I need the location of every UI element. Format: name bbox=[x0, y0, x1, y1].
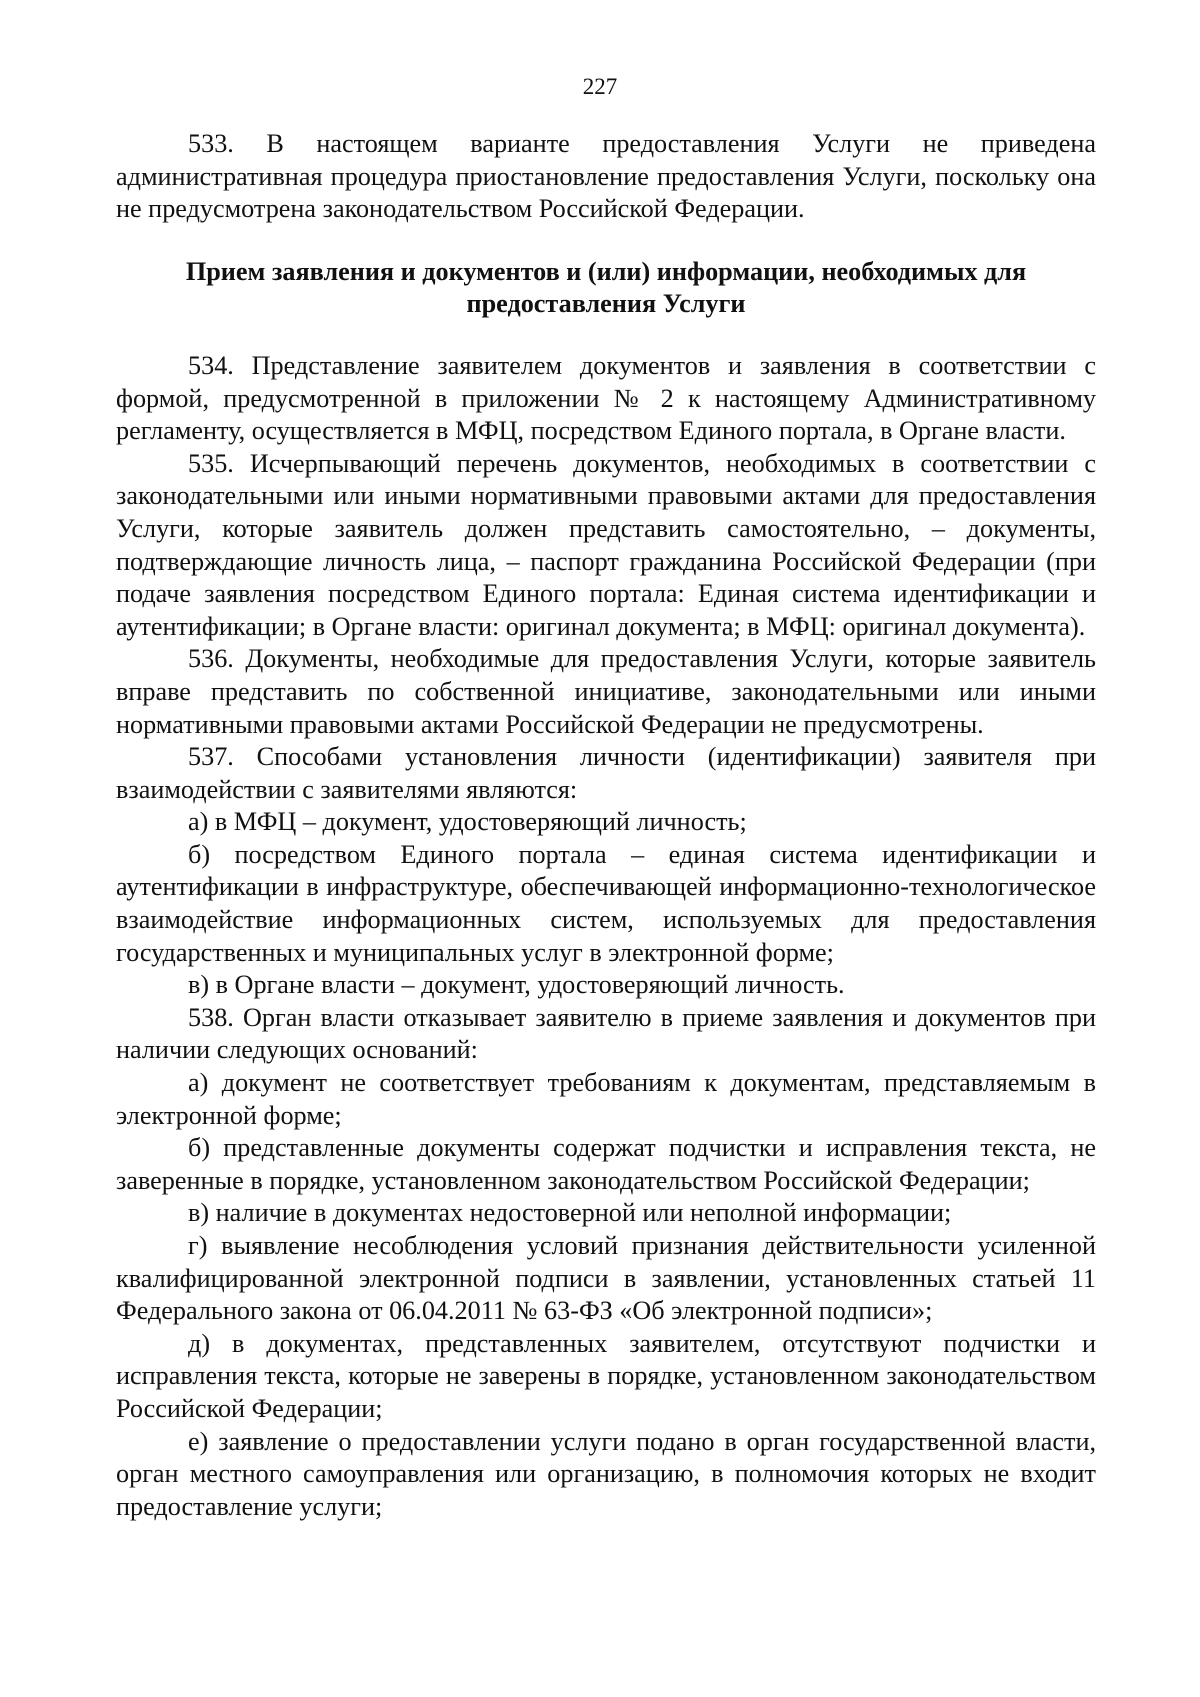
paragraph-533: 533. В настоящем варианте предоставления Услуги не приведена административная процедура приостановление предоставления Услуги, поскольку она не предусмотрена законодательством Российской Федерации. bbox=[116, 129, 1096, 224]
paragraph-537-item-a: а) в МФЦ – документ, удостоверяющий личность; bbox=[188, 807, 747, 837]
paragraph-538-item-g: г) выявление несоблюдения условий признания действительности усиленной квалифицированной электронной подписи в заявлении, установленных статьей 11 Федерального закона от 06.04.2011 № 63-ФЗ «Об электронной подписи»; bbox=[116, 1231, 1096, 1326]
section-heading: Прием заявления и документов и (или) информации, необходимых для предоставления Услуги bbox=[185, 256, 1027, 319]
paragraph-536: 536. Документы, необходимые для предоставления Услуги, которые заявитель вправе представить по собственной инициативе, законодательными или иными нормативными правовыми актами Российской Федерации не предусмотрены. bbox=[116, 644, 1096, 739]
paragraph-537-item-v: в) в Органе власти – документ, удостоверяющий личность. bbox=[188, 970, 845, 1000]
paragraph-538-item-v: в) наличие в документах недостоверной или неполной информации; bbox=[188, 1198, 952, 1228]
paragraph-538: 538. Орган власти отказывает заявителю в приеме заявления и документов при наличии следующих оснований: bbox=[116, 1002, 1096, 1065]
paragraph-538-item-a: а) документ не соответствует требованиям к документам, представляемым в электронной форме; bbox=[116, 1068, 1096, 1130]
page-number: 227 bbox=[582, 74, 618, 99]
paragraph-534: 534. Представление заявителем документов и заявления в соответствии с формой, предусмотренной в приложении № 2 к настоящему Административному регламенту, осуществляется в МФЦ, посредством Единого портала, в Органе власти. bbox=[116, 350, 1096, 446]
paragraph-538-item-b: б) представленные документы содержат подчистки и исправления текста, не заверенные в порядке, установленном законодательством Российской Федерации; bbox=[116, 1133, 1096, 1195]
paragraph-537-item-b: б) посредством Единого портала – единая система идентификации и аутентификации в инфраструктуре, обеспечивающей информационно-технологическое взаимодействие информационных систем, используемых для предоставления государственных и муниципальных услуг в электронной форме; bbox=[116, 839, 1096, 967]
document-body bbox=[116, 128, 1096, 1523]
paragraph-537: 537. Способами установления личности (идентификации) заявителя при взаимодействии с заявителями являются: bbox=[116, 742, 1096, 804]
paragraph-538-item-d: д) в документах, представленных заявителем, отсутствуют подчистки и исправления текста, которые не заверены в порядке, установленном законодательством Российской Федерации; bbox=[116, 1328, 1096, 1423]
paragraph-535: 535. Исчерпывающий перечень документов, необходимых в соответствии с законодательными или иными нормативными правовыми актами для предоставления Услуги, которые заявитель должен представить самостоятельно, – документы, подтверждающие личность лица, – паспорт гражданина Российской Федерации (при подаче заявления посредством Единого портала: Единая система идентификации и аутентификации; в Органе власти: оригинал документа; в МФЦ: оригинал документа). bbox=[116, 448, 1096, 641]
paragraph-538-item-e: е) заявление о предоставлении услуги подано в орган государственной власти, орган местного самоуправления или организацию, в полномочия которых не входит предоставление услуги; bbox=[116, 1426, 1096, 1521]
